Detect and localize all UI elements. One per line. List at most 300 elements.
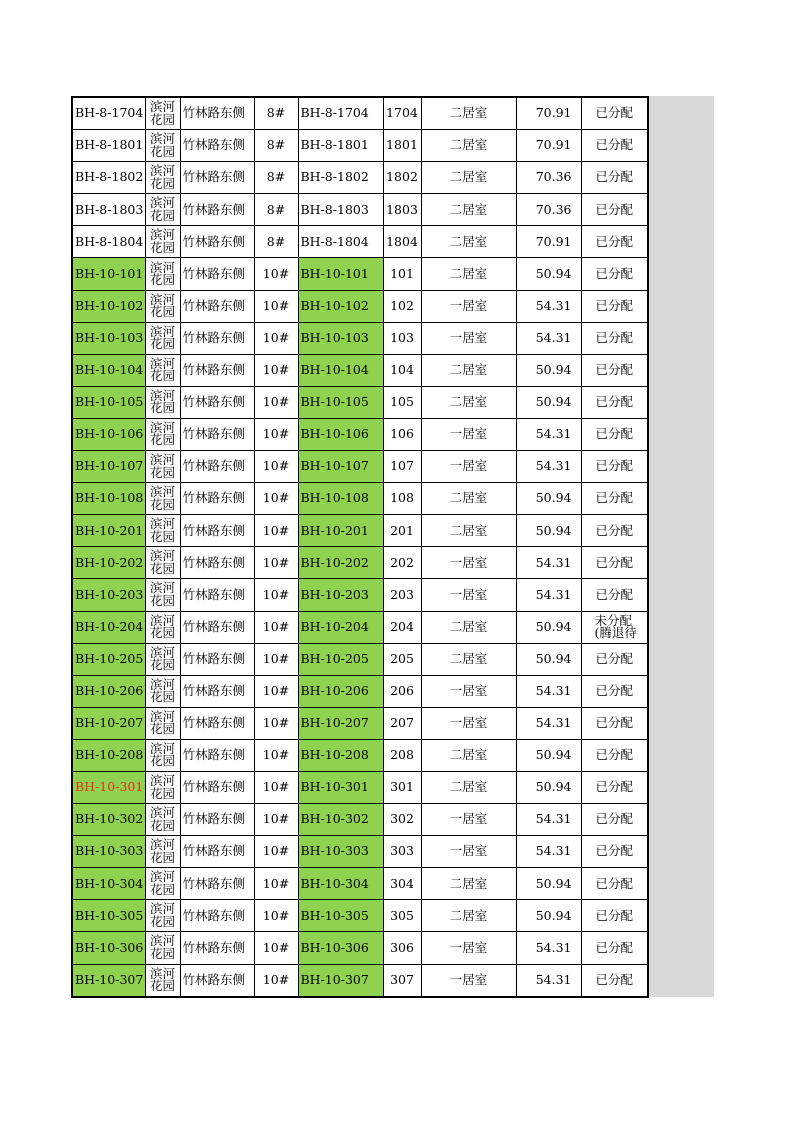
garden-name-cell[interactable] xyxy=(145,483,180,515)
unit-code-cell[interactable]: BH-10-104 xyxy=(298,354,383,386)
unit-code-cell[interactable]: BH-10-305 xyxy=(298,900,383,932)
road-location-cell[interactable]: 竹林路东侧 xyxy=(180,451,254,483)
area-cell[interactable]: 50.94 xyxy=(516,739,581,771)
garden-name-cell[interactable] xyxy=(145,130,180,162)
garden-name-cell[interactable] xyxy=(145,290,180,322)
layout-cell[interactable]: 二居室 xyxy=(421,194,516,226)
unit-code-cell[interactable]: BH-10-304 xyxy=(298,868,383,900)
area-cell[interactable]: 50.94 xyxy=(516,515,581,547)
unit-id-cell[interactable]: BH-8-1704 xyxy=(72,97,145,130)
unit-code-cell[interactable]: BH-10-306 xyxy=(298,932,383,964)
area-cell[interactable]: 50.94 xyxy=(516,354,581,386)
building-number-cell[interactable]: 10# xyxy=(254,258,298,290)
unit-id-cell[interactable]: BH-10-203 xyxy=(72,579,145,611)
garden-name-line-1: 滨河 xyxy=(149,869,175,885)
garden-name-line-1: 滨河 xyxy=(149,676,175,692)
road-location-cell[interactable]: 竹林路东侧 xyxy=(180,804,254,836)
area-cell[interactable]: 54.31 xyxy=(516,418,581,450)
garden-name-line-2: 花园 xyxy=(149,785,175,801)
building-number-cell[interactable]: 10# xyxy=(254,739,298,771)
building-number-cell[interactable]: 10# xyxy=(254,418,298,450)
room-number-cell[interactable]: 1802 xyxy=(383,162,421,194)
area-cell[interactable]: 54.31 xyxy=(516,675,581,707)
table-row xyxy=(72,579,648,611)
road-location-cell[interactable]: 竹林路东侧 xyxy=(180,611,254,643)
unit-id-cell[interactable]: BH-8-1804 xyxy=(72,226,145,258)
area-cell[interactable]: 54.31 xyxy=(516,322,581,354)
garden-name-line-1: 滨河 xyxy=(149,548,175,564)
unit-id-cell[interactable]: BH-10-206 xyxy=(72,675,145,707)
table-row xyxy=(72,836,648,868)
room-number-cell[interactable]: 107 xyxy=(383,451,421,483)
layout-cell[interactable]: 二居室 xyxy=(421,386,516,418)
room-number-cell[interactable]: 203 xyxy=(383,579,421,611)
status-cell[interactable]: 已分配 xyxy=(581,900,648,932)
road-location-cell[interactable]: 竹林路东侧 xyxy=(180,900,254,932)
unit-code-cell[interactable]: BH-10-303 xyxy=(298,836,383,868)
room-number-cell[interactable]: 302 xyxy=(383,804,421,836)
garden-name-line-1: 滨河 xyxy=(149,484,175,500)
building-number-cell[interactable]: 10# xyxy=(254,579,298,611)
road-location-cell[interactable]: 竹林路东侧 xyxy=(180,836,254,868)
garden-name-cell[interactable] xyxy=(145,675,180,707)
sheet-background-gray xyxy=(648,96,714,997)
room-number-cell[interactable]: 108 xyxy=(383,483,421,515)
status-cell[interactable]: 已分配 xyxy=(581,290,648,322)
layout-cell[interactable]: 二居室 xyxy=(421,226,516,258)
area-cell[interactable]: 54.31 xyxy=(516,932,581,964)
road-location-cell[interactable]: 竹林路东侧 xyxy=(180,483,254,515)
status-cell[interactable]: 已分配 xyxy=(581,547,648,579)
room-number-cell[interactable]: 104 xyxy=(383,354,421,386)
status-cell[interactable]: 已分配 xyxy=(581,226,648,258)
room-number-cell[interactable]: 202 xyxy=(383,547,421,579)
room-number-cell[interactable]: 1803 xyxy=(383,194,421,226)
garden-name-cell[interactable] xyxy=(145,868,180,900)
room-number-cell[interactable]: 207 xyxy=(383,707,421,739)
area-cell[interactable]: 50.94 xyxy=(516,900,581,932)
building-number-cell[interactable]: 10# xyxy=(254,322,298,354)
unit-code-cell[interactable]: BH-8-1802 xyxy=(298,162,383,194)
status-cell[interactable] xyxy=(581,611,648,643)
garden-name-cell[interactable] xyxy=(145,611,180,643)
area-cell[interactable]: 50.94 xyxy=(516,258,581,290)
status-cell[interactable]: 已分配 xyxy=(581,739,648,771)
table-row xyxy=(72,964,648,997)
building-number-cell[interactable]: 10# xyxy=(254,451,298,483)
road-location-cell[interactable]: 竹林路东侧 xyxy=(180,771,254,803)
garden-name-cell[interactable] xyxy=(145,226,180,258)
building-number-cell[interactable]: 10# xyxy=(254,836,298,868)
garden-name-line-2: 花园 xyxy=(149,272,175,288)
room-number-cell[interactable]: 205 xyxy=(383,643,421,675)
road-location-cell[interactable]: 竹林路东侧 xyxy=(180,322,254,354)
garden-name-line-1: 滨河 xyxy=(149,355,175,371)
garden-name-line-2: 花园 xyxy=(149,625,175,641)
building-number-cell[interactable]: 10# xyxy=(254,964,298,997)
area-cell[interactable]: 50.94 xyxy=(516,868,581,900)
area-cell[interactable]: 70.91 xyxy=(516,97,581,130)
status-cell[interactable]: 已分配 xyxy=(581,451,648,483)
layout-cell[interactable]: 二居室 xyxy=(421,97,516,130)
area-cell[interactable]: 70.36 xyxy=(516,194,581,226)
garden-name-line-1: 滨河 xyxy=(149,773,175,789)
building-number-cell[interactable]: 10# xyxy=(254,804,298,836)
room-number-cell[interactable]: 301 xyxy=(383,771,421,803)
table-row xyxy=(72,643,648,675)
status-cell[interactable]: 已分配 xyxy=(581,97,648,130)
road-location-cell[interactable]: 竹林路东侧 xyxy=(180,97,254,130)
area-cell[interactable]: 54.31 xyxy=(516,451,581,483)
unit-id-cell[interactable]: BH-10-205 xyxy=(72,643,145,675)
unit-code-cell[interactable]: BH-10-105 xyxy=(298,386,383,418)
garden-name-cell[interactable] xyxy=(145,322,180,354)
unit-id-cell[interactable]: BH-10-107 xyxy=(72,451,145,483)
garden-name-line-2: 花园 xyxy=(149,496,175,512)
layout-cell[interactable]: 二居室 xyxy=(421,739,516,771)
garden-name-line-2: 花园 xyxy=(149,849,175,865)
status-cell[interactable]: 已分配 xyxy=(581,707,648,739)
unit-id-cell[interactable]: BH-10-201 xyxy=(72,515,145,547)
table-row xyxy=(72,130,648,162)
garden-name-line-1: 滨河 xyxy=(149,612,175,628)
garden-name-line-1: 滨河 xyxy=(149,933,175,949)
road-location-cell[interactable]: 竹林路东侧 xyxy=(180,290,254,322)
garden-name-cell[interactable] xyxy=(145,707,180,739)
road-location-cell[interactable]: 竹林路东侧 xyxy=(180,354,254,386)
garden-name-line-1: 滨河 xyxy=(149,163,175,179)
layout-cell[interactable]: 二居室 xyxy=(421,868,516,900)
room-number-cell[interactable]: 204 xyxy=(383,611,421,643)
garden-name-cell[interactable] xyxy=(145,418,180,450)
layout-cell[interactable]: 二居室 xyxy=(421,258,516,290)
unit-id-cell[interactable]: BH-10-103 xyxy=(72,322,145,354)
garden-name-cell[interactable] xyxy=(145,932,180,964)
unit-id-cell[interactable]: BH-8-1802 xyxy=(72,162,145,194)
garden-name-cell[interactable] xyxy=(145,97,180,130)
room-number-cell[interactable]: 1801 xyxy=(383,130,421,162)
layout-cell[interactable]: 一居室 xyxy=(421,675,516,707)
unit-code-cell[interactable]: BH-10-106 xyxy=(298,418,383,450)
garden-name-cell[interactable] xyxy=(145,386,180,418)
garden-name-line-2: 花园 xyxy=(149,464,175,480)
garden-name-cell[interactable] xyxy=(145,836,180,868)
garden-name-cell[interactable] xyxy=(145,771,180,803)
road-location-cell[interactable]: 竹林路东侧 xyxy=(180,579,254,611)
table-row xyxy=(72,739,648,771)
room-number-cell[interactable]: 206 xyxy=(383,675,421,707)
garden-name-line-2: 花园 xyxy=(149,592,175,608)
status-cell[interactable]: 已分配 xyxy=(581,579,648,611)
road-location-cell[interactable]: 竹林路东侧 xyxy=(180,868,254,900)
building-number-cell[interactable]: 10# xyxy=(254,868,298,900)
garden-name-cell[interactable] xyxy=(145,643,180,675)
room-number-cell[interactable]: 105 xyxy=(383,386,421,418)
unit-code-cell[interactable]: BH-8-1804 xyxy=(298,226,383,258)
garden-name-line-2: 花园 xyxy=(149,368,175,384)
road-location-cell[interactable]: 竹林路东侧 xyxy=(180,675,254,707)
building-number-cell[interactable]: 10# xyxy=(254,386,298,418)
status-cell[interactable]: 已分配 xyxy=(581,675,648,707)
garden-name-line-2: 花园 xyxy=(149,304,175,320)
unit-code-cell[interactable]: BH-10-107 xyxy=(298,451,383,483)
room-number-cell[interactable]: 1804 xyxy=(383,226,421,258)
status-cell[interactable]: 已分配 xyxy=(581,932,648,964)
room-number-cell[interactable]: 103 xyxy=(383,322,421,354)
garden-name-cell[interactable] xyxy=(145,739,180,771)
table-row xyxy=(72,418,648,450)
garden-name-line-1: 滨河 xyxy=(149,965,175,981)
status-cell[interactable]: 已分配 xyxy=(581,868,648,900)
status-cell[interactable]: 已分配 xyxy=(581,130,648,162)
status-cell[interactable]: 已分配 xyxy=(581,418,648,450)
unit-id-cell[interactable]: BH-10-305 xyxy=(72,900,145,932)
building-number-cell[interactable]: 10# xyxy=(254,547,298,579)
room-number-cell[interactable]: 306 xyxy=(383,932,421,964)
unit-code-cell[interactable]: BH-10-103 xyxy=(298,322,383,354)
unit-code-cell[interactable]: BH-10-108 xyxy=(298,483,383,515)
area-cell[interactable]: 70.91 xyxy=(516,226,581,258)
building-number-cell[interactable]: 8# xyxy=(254,162,298,194)
unit-code-cell[interactable]: BH-8-1803 xyxy=(298,194,383,226)
road-location-cell[interactable]: 竹林路东侧 xyxy=(180,707,254,739)
unit-id-cell[interactable]: BH-10-204 xyxy=(72,611,145,643)
room-number-cell[interactable]: 106 xyxy=(383,418,421,450)
unit-id-cell[interactable]: BH-10-104 xyxy=(72,354,145,386)
building-number-cell[interactable]: 10# xyxy=(254,483,298,515)
layout-cell[interactable]: 二居室 xyxy=(421,130,516,162)
garden-name-line-2: 花园 xyxy=(149,207,175,223)
status-cell[interactable]: 已分配 xyxy=(581,194,648,226)
room-number-cell[interactable]: 101 xyxy=(383,258,421,290)
building-number-cell[interactable]: 10# xyxy=(254,515,298,547)
layout-cell[interactable]: 一居室 xyxy=(421,707,516,739)
garden-name-line-1: 滨河 xyxy=(149,259,175,275)
building-number-cell[interactable]: 10# xyxy=(254,707,298,739)
unit-id-cell[interactable]: BH-10-207 xyxy=(72,707,145,739)
unit-code-cell[interactable]: BH-10-206 xyxy=(298,675,383,707)
road-location-cell[interactable]: 竹林路东侧 xyxy=(180,258,254,290)
status-cell[interactable]: 已分配 xyxy=(581,771,648,803)
road-location-cell[interactable]: 竹林路东侧 xyxy=(180,386,254,418)
garden-name-cell[interactable] xyxy=(145,451,180,483)
road-location-cell[interactable]: 竹林路东侧 xyxy=(180,739,254,771)
status-cell[interactable]: 已分配 xyxy=(581,836,648,868)
garden-name-cell[interactable] xyxy=(145,579,180,611)
layout-cell[interactable]: 一居室 xyxy=(421,322,516,354)
layout-cell[interactable]: 二居室 xyxy=(421,900,516,932)
unit-id-cell[interactable]: BH-10-306 xyxy=(72,932,145,964)
unit-id-cell[interactable]: BH-10-208 xyxy=(72,739,145,771)
status-cell[interactable]: 已分配 xyxy=(581,258,648,290)
layout-cell[interactable]: 二居室 xyxy=(421,354,516,386)
unit-code-cell[interactable]: BH-10-202 xyxy=(298,547,383,579)
layout-cell[interactable]: 二居室 xyxy=(421,515,516,547)
table-row xyxy=(72,547,648,579)
road-location-cell[interactable]: 竹林路东侧 xyxy=(180,130,254,162)
unit-id-cell[interactable]: BH-8-1803 xyxy=(72,194,145,226)
layout-cell[interactable]: 二居室 xyxy=(421,611,516,643)
garden-name-cell[interactable] xyxy=(145,900,180,932)
status-cell[interactable]: 已分配 xyxy=(581,643,648,675)
room-number-cell[interactable]: 1704 xyxy=(383,97,421,130)
layout-cell[interactable]: 一居室 xyxy=(421,932,516,964)
layout-cell[interactable]: 二居室 xyxy=(421,643,516,675)
room-number-cell[interactable]: 304 xyxy=(383,868,421,900)
unit-code-cell[interactable]: BH-10-301 xyxy=(298,771,383,803)
status-cell[interactable]: 已分配 xyxy=(581,322,648,354)
building-number-cell[interactable]: 10# xyxy=(254,675,298,707)
unit-code-cell[interactable]: BH-10-302 xyxy=(298,804,383,836)
layout-cell[interactable]: 一居室 xyxy=(421,290,516,322)
area-cell[interactable]: 54.31 xyxy=(516,964,581,997)
road-location-cell[interactable]: 竹林路东侧 xyxy=(180,964,254,997)
unit-id-cell[interactable]: BH-10-302 xyxy=(72,804,145,836)
area-cell[interactable]: 50.94 xyxy=(516,771,581,803)
road-location-cell[interactable]: 竹林路东侧 xyxy=(180,932,254,964)
layout-cell[interactable]: 一居室 xyxy=(421,418,516,450)
table-row xyxy=(72,900,648,932)
garden-name-line-2: 花园 xyxy=(149,336,175,352)
layout-cell[interactable]: 二居室 xyxy=(421,771,516,803)
room-number-cell[interactable]: 102 xyxy=(383,290,421,322)
unit-code-cell[interactable]: BH-8-1801 xyxy=(298,130,383,162)
area-cell[interactable]: 70.91 xyxy=(516,130,581,162)
building-number-cell[interactable]: 10# xyxy=(254,611,298,643)
garden-name-cell[interactable] xyxy=(145,804,180,836)
area-cell[interactable]: 54.31 xyxy=(516,290,581,322)
building-number-cell[interactable]: 8# xyxy=(254,226,298,258)
road-location-cell[interactable]: 竹林路东侧 xyxy=(180,515,254,547)
table-row xyxy=(72,868,648,900)
building-number-cell[interactable]: 10# xyxy=(254,932,298,964)
unit-id-cell[interactable]: BH-10-102 xyxy=(72,290,145,322)
garden-name-cell[interactable] xyxy=(145,515,180,547)
building-number-cell[interactable]: 8# xyxy=(254,194,298,226)
unit-id-cell[interactable]: BH-10-106 xyxy=(72,418,145,450)
layout-cell[interactable]: 一居室 xyxy=(421,547,516,579)
unit-id-cell[interactable]: BH-8-1801 xyxy=(72,130,145,162)
table-row xyxy=(72,515,648,547)
layout-cell[interactable]: 二居室 xyxy=(421,483,516,515)
area-cell[interactable]: 50.94 xyxy=(516,643,581,675)
layout-cell[interactable]: 一居室 xyxy=(421,836,516,868)
status-cell[interactable]: 已分配 xyxy=(581,162,648,194)
garden-name-cell[interactable] xyxy=(145,547,180,579)
status-cell[interactable]: 已分配 xyxy=(581,386,648,418)
unit-code-cell[interactable]: BH-10-204 xyxy=(298,611,383,643)
status-cell[interactable]: 已分配 xyxy=(581,804,648,836)
building-number-cell[interactable]: 8# xyxy=(254,97,298,130)
building-number-cell[interactable]: 8# xyxy=(254,130,298,162)
room-number-cell[interactable]: 201 xyxy=(383,515,421,547)
road-location-cell[interactable]: 竹林路东侧 xyxy=(180,418,254,450)
unit-id-cell[interactable]: BH-10-105 xyxy=(72,386,145,418)
area-cell[interactable]: 50.94 xyxy=(516,386,581,418)
garden-name-cell[interactable] xyxy=(145,964,180,997)
road-location-cell[interactable]: 竹林路东侧 xyxy=(180,547,254,579)
road-location-cell[interactable]: 竹林路东侧 xyxy=(180,643,254,675)
area-cell[interactable]: 54.31 xyxy=(516,547,581,579)
area-cell[interactable]: 54.31 xyxy=(516,804,581,836)
unit-id-cell[interactable]: BH-10-202 xyxy=(72,547,145,579)
area-cell[interactable]: 50.94 xyxy=(516,611,581,643)
table-row xyxy=(72,483,648,515)
unit-code-cell[interactable]: BH-10-101 xyxy=(298,258,383,290)
room-number-cell[interactable]: 307 xyxy=(383,964,421,997)
unit-code-cell[interactable]: BH-8-1704 xyxy=(298,97,383,130)
garden-name-line-1: 滨河 xyxy=(149,227,175,243)
status-cell[interactable]: 已分配 xyxy=(581,483,648,515)
area-cell[interactable]: 54.31 xyxy=(516,836,581,868)
status-cell[interactable]: 已分配 xyxy=(581,354,648,386)
layout-cell[interactable]: 一居室 xyxy=(421,804,516,836)
building-number-cell[interactable]: 10# xyxy=(254,290,298,322)
unit-id-cell[interactable]: BH-10-101 xyxy=(72,258,145,290)
unit-id-cell[interactable]: BH-10-307 xyxy=(72,964,145,997)
garden-name-cell[interactable] xyxy=(145,194,180,226)
garden-name-line-2: 花园 xyxy=(149,753,175,769)
area-cell[interactable]: 54.31 xyxy=(516,579,581,611)
layout-cell[interactable]: 一居室 xyxy=(421,579,516,611)
status-cell[interactable]: 已分配 xyxy=(581,515,648,547)
area-cell[interactable]: 54.31 xyxy=(516,707,581,739)
unit-code-cell[interactable]: BH-10-203 xyxy=(298,579,383,611)
unit-code-cell[interactable]: BH-10-208 xyxy=(298,739,383,771)
garden-name-line-2: 花园 xyxy=(149,111,175,127)
unit-code-cell[interactable]: BH-10-102 xyxy=(298,290,383,322)
garden-name-cell[interactable] xyxy=(145,162,180,194)
status-line-2: (腾退待 xyxy=(594,625,637,641)
building-number-cell[interactable]: 10# xyxy=(254,900,298,932)
unit-id-cell[interactable]: BH-10-303 xyxy=(72,836,145,868)
room-number-cell[interactable]: 305 xyxy=(383,900,421,932)
area-cell[interactable]: 70.36 xyxy=(516,162,581,194)
layout-cell[interactable]: 一居室 xyxy=(421,964,516,997)
garden-name-line-1: 滨河 xyxy=(149,291,175,307)
garden-name-line-2: 花园 xyxy=(149,721,175,737)
area-cell[interactable]: 50.94 xyxy=(516,483,581,515)
garden-name-line-1: 滨河 xyxy=(149,708,175,724)
road-location-cell[interactable]: 竹林路东侧 xyxy=(180,226,254,258)
status-cell[interactable]: 已分配 xyxy=(581,964,648,997)
table-row xyxy=(72,932,648,964)
garden-name-line-1: 滨河 xyxy=(149,740,175,756)
layout-cell[interactable]: 二居室 xyxy=(421,162,516,194)
unit-id-cell[interactable]: BH-10-108 xyxy=(72,483,145,515)
garden-name-line-1: 滨河 xyxy=(149,516,175,532)
garden-name-cell[interactable] xyxy=(145,258,180,290)
unit-code-cell[interactable]: BH-10-205 xyxy=(298,643,383,675)
unit-id-cell[interactable]: BH-10-301 xyxy=(72,771,145,803)
status-line-1: 未分配 xyxy=(594,612,633,628)
unit-code-cell[interactable]: BH-10-207 xyxy=(298,707,383,739)
building-number-cell[interactable]: 10# xyxy=(254,354,298,386)
table-row xyxy=(72,290,648,322)
garden-name-line-2: 花园 xyxy=(149,817,175,833)
garden-name-cell[interactable] xyxy=(145,354,180,386)
unit-id-cell[interactable]: BH-10-304 xyxy=(72,868,145,900)
road-location-cell[interactable]: 竹林路东侧 xyxy=(180,162,254,194)
building-number-cell[interactable]: 10# xyxy=(254,771,298,803)
room-number-cell[interactable]: 303 xyxy=(383,836,421,868)
layout-cell[interactable]: 一居室 xyxy=(421,451,516,483)
unit-code-cell[interactable]: BH-10-201 xyxy=(298,515,383,547)
building-number-cell[interactable]: 10# xyxy=(254,643,298,675)
road-location-cell[interactable]: 竹林路东侧 xyxy=(180,194,254,226)
room-number-cell[interactable]: 208 xyxy=(383,739,421,771)
unit-code-cell[interactable]: BH-10-307 xyxy=(298,964,383,997)
